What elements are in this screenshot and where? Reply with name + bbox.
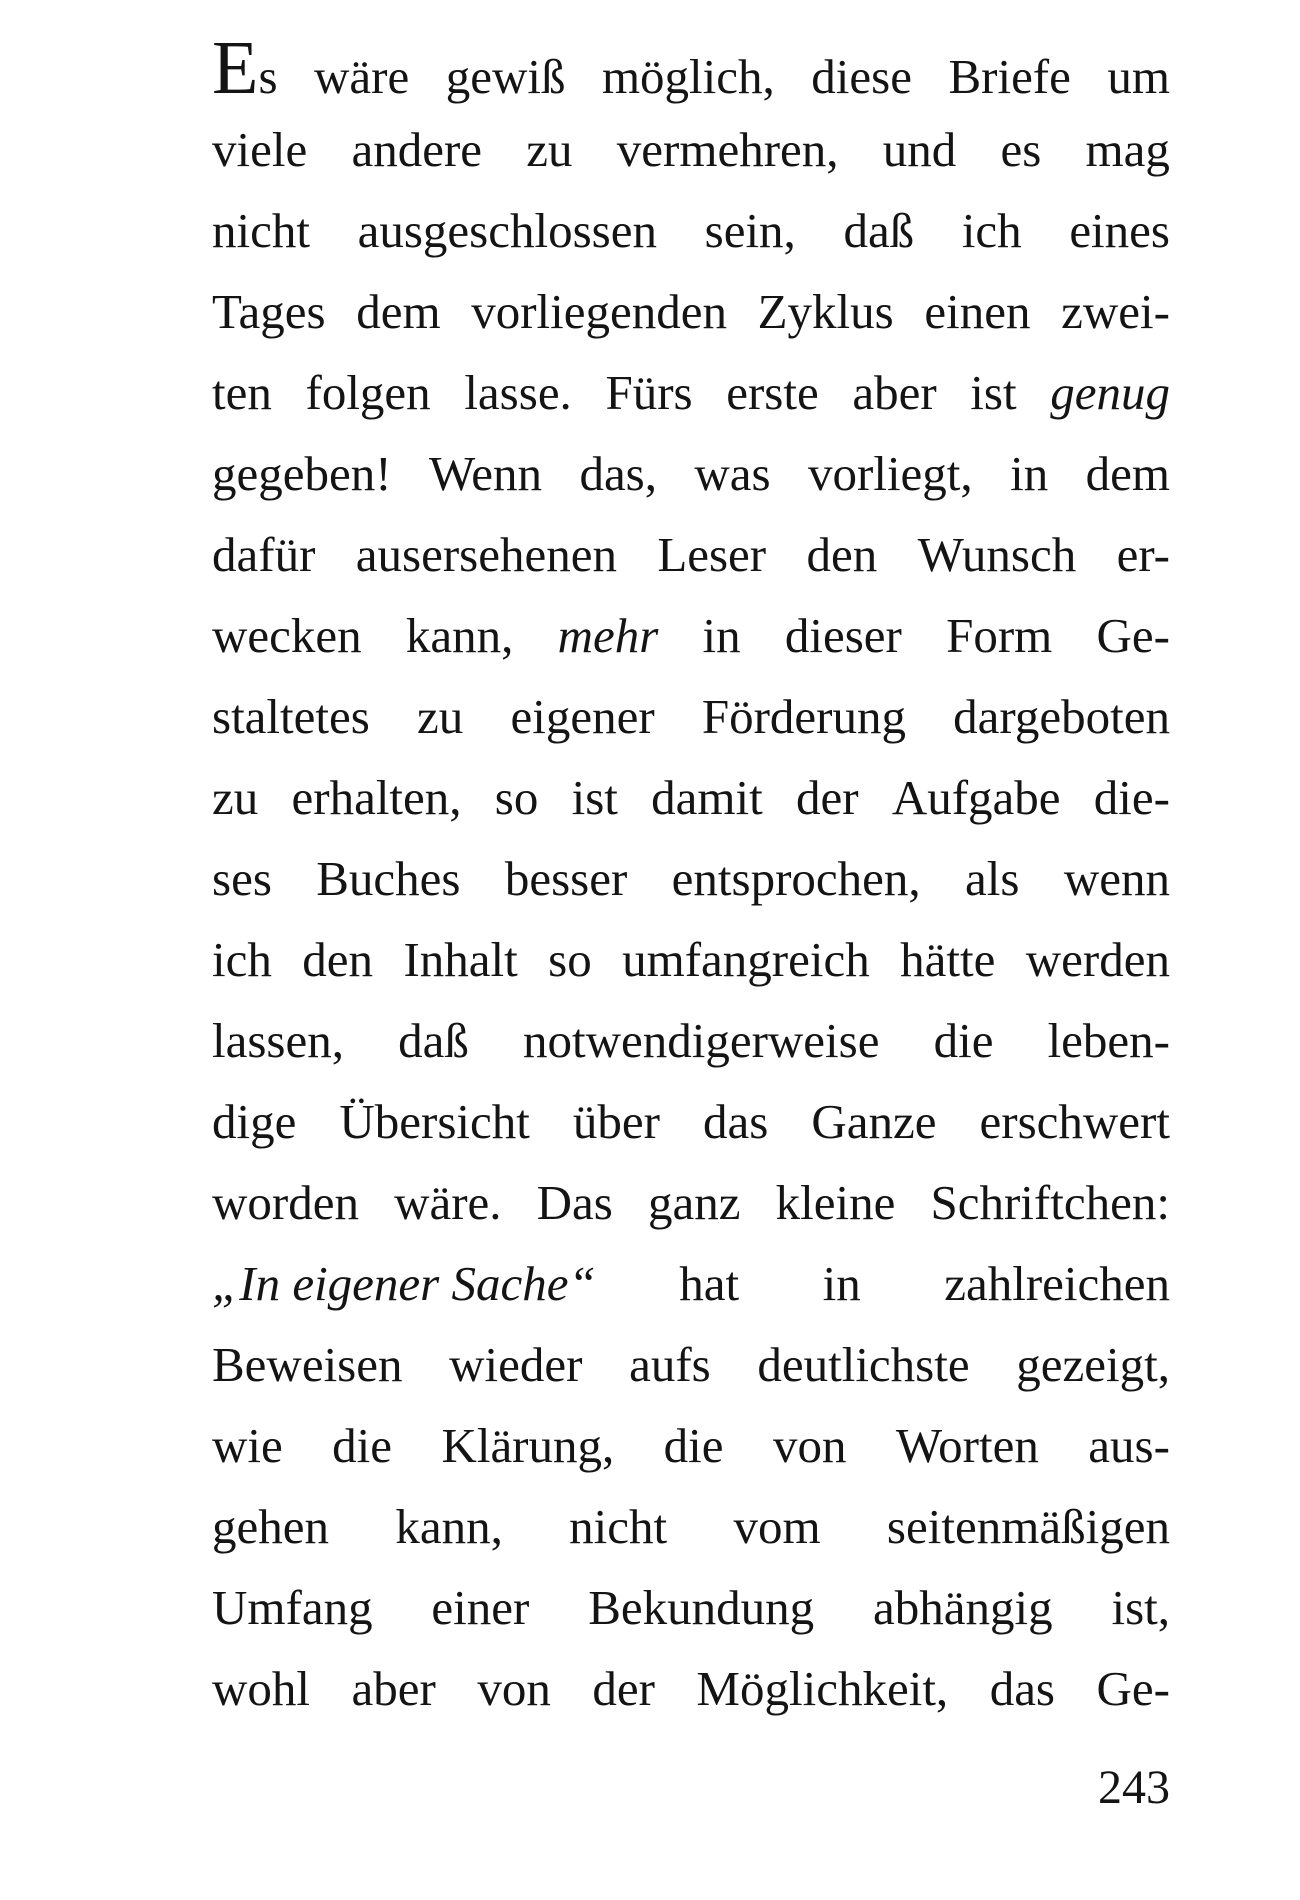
- text-line-4: [212, 271, 1170, 352]
- word: gehen: [212, 1499, 329, 1554]
- word: aus-: [1088, 1418, 1170, 1473]
- word: Förderung: [701, 689, 906, 744]
- word: wäre.: [394, 1175, 502, 1230]
- word: folgen: [305, 365, 431, 420]
- word: von: [772, 1418, 847, 1473]
- word: und: [882, 122, 957, 177]
- word: der: [796, 770, 859, 825]
- word: eigener: [510, 689, 655, 744]
- text-line-1: [212, 28, 1170, 109]
- word: dem: [1085, 446, 1170, 501]
- word: nicht: [569, 1499, 668, 1554]
- word: lasse.: [464, 365, 572, 420]
- word: gegeben!: [212, 446, 392, 501]
- word: wie: [212, 1418, 283, 1473]
- word: ist,: [1111, 1580, 1170, 1635]
- word: viele: [212, 122, 308, 177]
- word: Fürs: [605, 365, 693, 420]
- word: was: [694, 446, 771, 501]
- word: Übersicht: [339, 1094, 530, 1149]
- word: lassen,: [212, 1013, 344, 1068]
- word: notwendigerweise: [522, 1013, 880, 1068]
- word: die: [663, 1418, 724, 1473]
- word: das,: [579, 446, 658, 501]
- word: Worten: [895, 1418, 1039, 1473]
- word: die: [933, 1013, 994, 1068]
- word: es: [1000, 122, 1042, 177]
- word: dafür: [212, 527, 316, 582]
- word: ausersehenen: [355, 527, 617, 582]
- page-number: 243: [1098, 1761, 1170, 1814]
- word: „In eigener Sache“: [212, 1256, 596, 1311]
- word: hätte: [900, 932, 996, 987]
- word: einer: [431, 1580, 530, 1635]
- word: ist: [970, 365, 1017, 420]
- text-line-12: [212, 919, 1170, 1000]
- word: Beweisen: [212, 1337, 403, 1392]
- word: damit: [651, 770, 763, 825]
- text-line-14: [212, 1081, 1170, 1162]
- word: vom: [733, 1499, 821, 1554]
- paragraph-lines: [212, 109, 1170, 1729]
- word: er-: [1116, 527, 1170, 582]
- word: Schriftchen:: [930, 1175, 1170, 1230]
- text-line-13: [212, 1000, 1170, 1081]
- word: genug: [1050, 365, 1170, 420]
- word: zahlreichen: [944, 1256, 1170, 1311]
- word: Tages: [212, 284, 326, 339]
- word: die: [332, 1418, 393, 1473]
- word: die-: [1093, 770, 1170, 825]
- text-line-7: [212, 514, 1170, 595]
- word: seitenmäßigen: [886, 1499, 1170, 1554]
- word: wecken: [212, 608, 362, 663]
- word: sein,: [704, 203, 796, 258]
- word: aufs: [629, 1337, 711, 1392]
- word: so: [494, 770, 539, 825]
- word: Ganze: [811, 1094, 937, 1149]
- word: wieder: [449, 1337, 583, 1392]
- word: Möglichkeit,: [696, 1661, 949, 1716]
- text-line-8: [212, 595, 1170, 676]
- word: dem: [356, 284, 441, 339]
- drop-cap-initial: E: [212, 26, 259, 110]
- word: so: [548, 932, 592, 987]
- text-line-9: [212, 676, 1170, 757]
- word: zu: [417, 689, 464, 744]
- word: Aufgabe: [891, 770, 1061, 825]
- word: erste: [726, 365, 819, 420]
- word: abhängig: [872, 1580, 1053, 1635]
- first-line: [212, 28, 1170, 117]
- word: wohl: [212, 1661, 310, 1716]
- body-text: [212, 28, 1170, 1729]
- word: Wunsch: [917, 527, 1077, 582]
- word: ich: [961, 203, 1022, 258]
- word: über: [572, 1094, 660, 1149]
- word: ten: [212, 365, 272, 420]
- word: das: [989, 1661, 1056, 1716]
- word: Inhalt: [403, 932, 518, 987]
- word: den: [302, 932, 374, 987]
- text-line-11: [212, 838, 1170, 919]
- word: werden: [1025, 932, 1170, 987]
- word: besser: [504, 851, 628, 906]
- text-line-18: [212, 1405, 1170, 1486]
- word: Ge-: [1096, 1661, 1170, 1716]
- word: ganz: [648, 1175, 741, 1230]
- word: Umfang: [212, 1580, 373, 1635]
- text-line-16: [212, 1243, 1170, 1324]
- word: kleine: [775, 1175, 896, 1230]
- word: ausgeschlossen: [357, 203, 657, 258]
- word: in: [822, 1256, 861, 1311]
- word: ses: [212, 851, 272, 906]
- word: staltetes: [212, 689, 370, 744]
- word: kann,: [395, 1499, 503, 1554]
- word: dieser: [784, 608, 902, 663]
- word: den: [806, 527, 878, 582]
- text-line-10: [212, 757, 1170, 838]
- word: dige: [212, 1094, 297, 1149]
- word: Das: [536, 1175, 613, 1230]
- word: zu: [526, 122, 573, 177]
- word: in: [702, 608, 741, 663]
- text-line-17: [212, 1324, 1170, 1405]
- word: in: [1010, 446, 1049, 501]
- word: Zyklus: [757, 284, 894, 339]
- text-line-20: [212, 1567, 1170, 1648]
- word: umfangreich: [622, 932, 870, 987]
- word: mehr: [557, 608, 659, 663]
- word: Klärung,: [441, 1418, 615, 1473]
- word: das: [703, 1094, 769, 1149]
- word: daß: [398, 1013, 469, 1068]
- word: worden: [212, 1175, 359, 1230]
- word: dargeboten: [953, 689, 1170, 744]
- word: zwei-: [1061, 284, 1170, 339]
- word: als: [965, 851, 1020, 906]
- word: ich: [212, 932, 272, 987]
- word: nicht: [212, 203, 310, 258]
- word: erschwert: [979, 1094, 1170, 1149]
- word: Ge-: [1096, 608, 1170, 663]
- word: gezeigt,: [1016, 1337, 1170, 1392]
- word: aber: [351, 1661, 436, 1716]
- word: Leser: [657, 527, 767, 582]
- text-line-3: [212, 190, 1170, 271]
- word: aber: [852, 365, 937, 420]
- word: von: [477, 1661, 551, 1716]
- word: wenn: [1063, 851, 1170, 906]
- word: zu: [212, 770, 259, 825]
- word: ist: [571, 770, 618, 825]
- word: kann,: [405, 608, 514, 663]
- text-line-21: [212, 1648, 1170, 1729]
- word: der: [592, 1661, 655, 1716]
- word: andere: [351, 122, 483, 177]
- word: deutlichste: [757, 1337, 970, 1392]
- text-line-6: [212, 433, 1170, 514]
- word: vorliegt,: [808, 446, 973, 501]
- first-line-text: s wäre gewiß möglich, diese Briefe um: [258, 49, 1170, 104]
- word: einen: [924, 284, 1031, 339]
- word: Form: [946, 608, 1053, 663]
- word: eines: [1069, 203, 1170, 258]
- word: Buches: [316, 851, 461, 906]
- word: leben-: [1047, 1013, 1170, 1068]
- word: vermehren,: [616, 122, 839, 177]
- word: Wenn: [428, 446, 543, 501]
- text-line-15: [212, 1162, 1170, 1243]
- word: vorliegenden: [471, 284, 727, 339]
- word: entsprochen,: [671, 851, 921, 906]
- word: erhalten,: [291, 770, 462, 825]
- word: hat: [679, 1256, 740, 1311]
- word: mag: [1085, 122, 1170, 177]
- text-line-5: [212, 352, 1170, 433]
- word: daß: [843, 203, 915, 258]
- text-line-2: [212, 109, 1170, 190]
- word: Bekundung: [588, 1580, 815, 1635]
- text-line-19: [212, 1486, 1170, 1567]
